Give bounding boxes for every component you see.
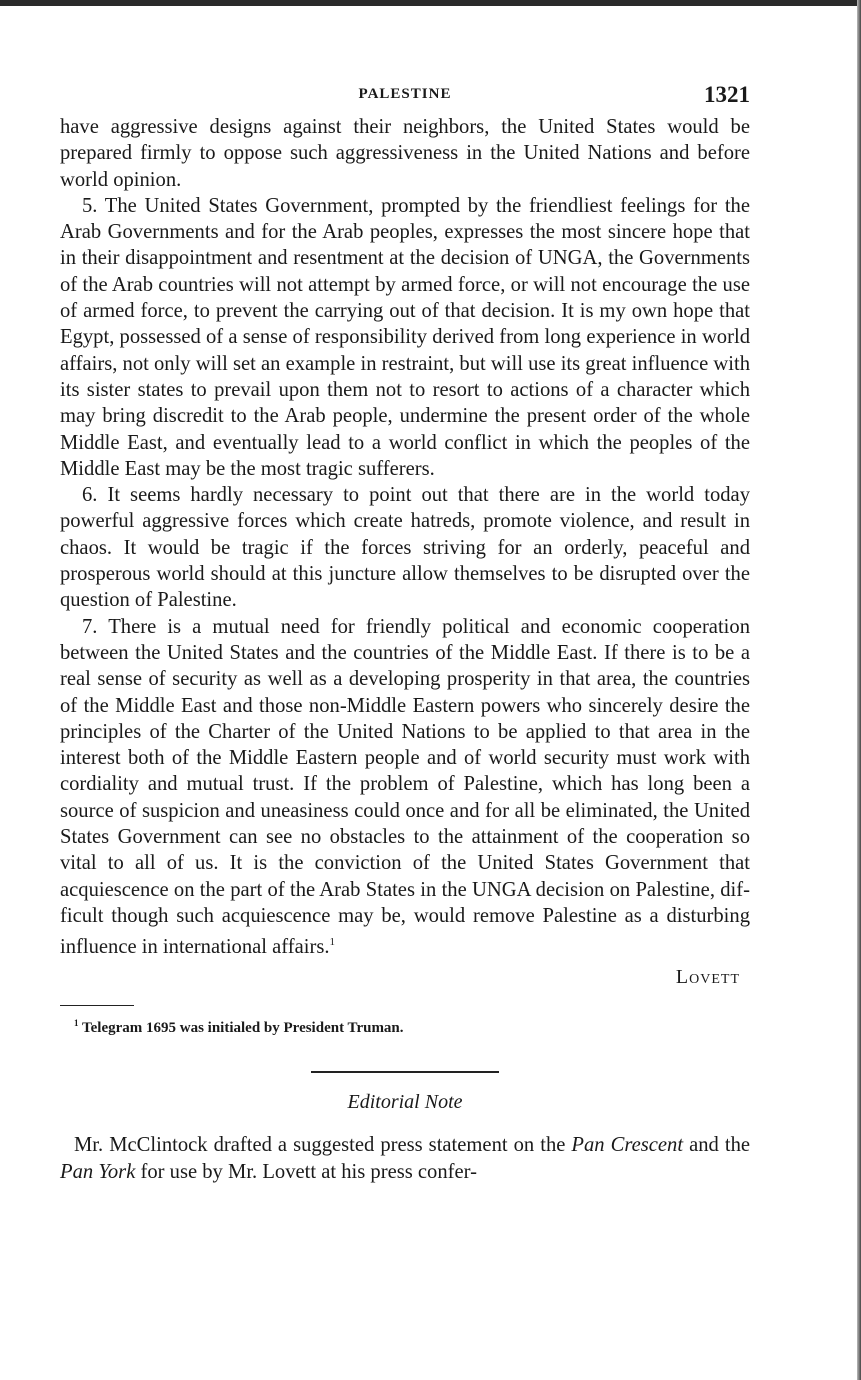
paragraph-7 (60, 614, 750, 961)
signature-text: Lovett (675, 966, 740, 989)
scan-right-edge (857, 0, 861, 1380)
paragraph-5: 5. The United States Government, prompted by the friendliest feelings for the Arab Governments and for the Arab peoples, expresses the most sincere hope that in their disappointment and resentment at the decision of UNGA, the Governments of the Arab countries will not attempt by armed force, or will not encourage the use of armed force, to prevent the carrying out of that decision. It is my own hope that Egypt, possessed of a sense of responsibility derived from long experience in world affairs, not only will set an example in restraint, but will use its great influence with its sister states to prevail upon them not to resort to actions of a character which may bring discredit to the Arab people, undermine the present order of the whole Middle East, and eventually lead to a world conflict in which the peoples of the Middle East may be the most tragic sufferers. (60, 194, 750, 480)
document-page (60, 70, 750, 1185)
section-divider (311, 1071, 499, 1073)
page-number: 1321 (704, 82, 750, 107)
editorial-note-paragraph (60, 1132, 750, 1185)
paragraph-7-text: 7. There is a mutual need for friendly political and economic cooperation between the United States and the countries of the Middle East. If there is to be a real sense of security as well as a developing prosperity in that area, the countries of the Middle East and those non-Middle Eastern powers who sincerely desire the principles of the Charter of the United Nations to be applied to that area in the interest both of the Middle Eastern people and of world security must work with cordiality and mutual trust. If the problem of Palestine, which has long been a source of suspicion and uneasiness could once and for all be eliminated, the United States Government can see no obstacles to the attainment of the cooperation so vital to all of us. It is the conviction of the United States Government that acquiescence on the part of the Arab States in the UNGA decision on Palestine, difficult though such acquiescence may be, would remove Palestine as a disturbing influence in international affairs. (60, 615, 750, 959)
footnote-text: Telegram 1695 was initialed by President Truman. (81, 1020, 404, 1037)
editorial-note-heading: Editorial Note (347, 1091, 463, 1114)
scan-top-border (0, 0, 861, 6)
editorial-text-1: Mr. McClintock drafted a suggested press statement on the (74, 1134, 566, 1157)
footnote-marker: 1 (74, 1018, 79, 1029)
editorial-text-3: for use by Mr. Lovett at his press confer- (140, 1160, 477, 1183)
editorial-text-2: and the (689, 1134, 751, 1157)
telegram-body (60, 114, 750, 960)
footnote (60, 1018, 750, 1037)
footnote-divider (60, 1005, 134, 1006)
footnote-reference: 1 (329, 936, 336, 949)
ship-name-pan-crescent: Pan Crescent (571, 1134, 684, 1157)
page-header (60, 70, 750, 114)
running-title: PALESTINE (358, 86, 452, 102)
ship-name-pan-york: Pan York (60, 1160, 136, 1183)
signature (60, 966, 750, 989)
paragraph-continued: have aggressive designs against their neighbors, the United States would be prepared firmly to oppose such aggressiveness in the United Nations and before world opinion. (60, 116, 750, 191)
editorial-note-body (60, 1132, 750, 1185)
paragraph-6: 6. It seems hardly necessary to point out that there are in the world today powerful aggressive forces which create hatreds, promote violence, and result in chaos. It would be tragic if the forces striving for an orderly, peaceful and prosperous world should at this juncture allow themselves to be disrupted over the question of Palestine. (60, 484, 750, 612)
